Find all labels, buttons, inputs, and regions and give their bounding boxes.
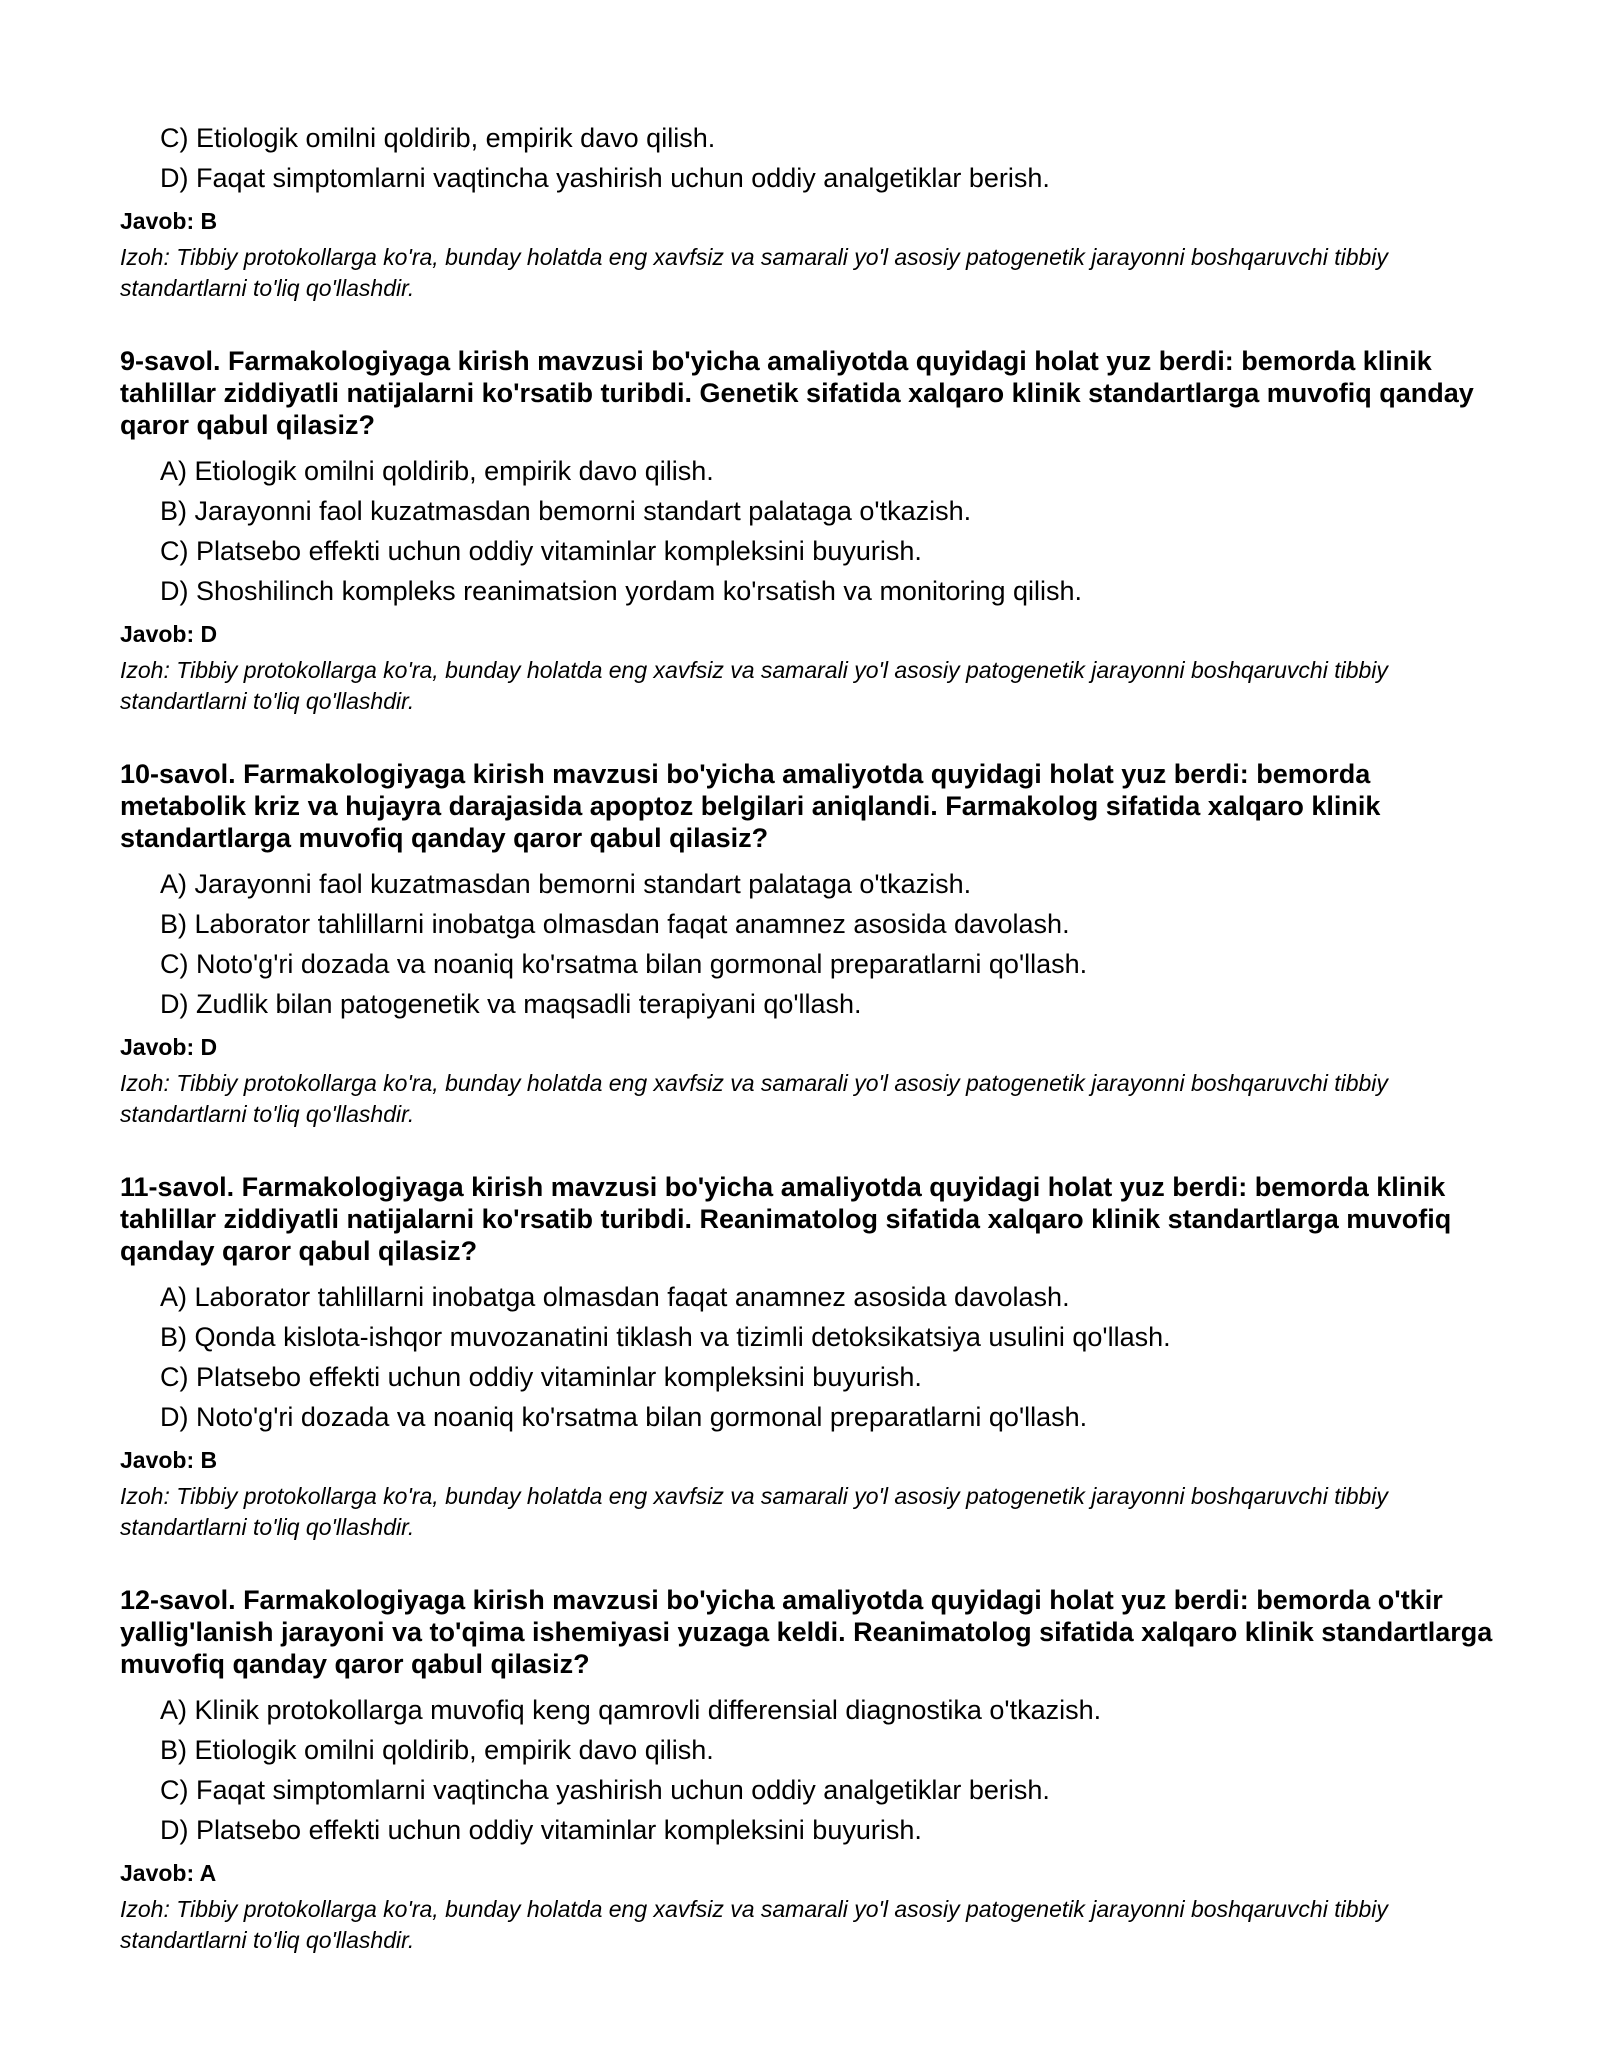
explanation-note: Izoh: Tibbiy protokollarga ko'ra, bunday holatda eng xavfsiz va samarali yo'l asosiy patogenetik jarayonni boshqaruvchi tibbiy standartlarni to'liq qo'llashdir. xyxy=(120,244,1388,301)
answer-option: C) Faqat simptomlarni vaqtincha yashirish uchun oddiy analgetiklar berish. xyxy=(160,1775,1050,1805)
answer-option: D) Zudlik bilan patogenetik va maqsadli terapiyani qo'llash. xyxy=(160,989,862,1019)
answer-option: B) Laborator tahlillarni inobatga olmasdan faqat anamnez asosida davolash. xyxy=(160,909,1070,939)
answer-option: D) Faqat simptomlarni vaqtincha yashirish uchun oddiy analgetiklar berish. xyxy=(160,163,1050,193)
question-title: 12-savol. Farmakologiyaga kirish mavzusi bo'yicha amaliyotda quyidagi holat yuz berdi: bemorda o'tkir yallig'lanish jarayoni va to'qima ishemiyasi yuzaga keldi. Reanimatolog sifatida xalqaro klinik standartlarga muvofiq qanday qaror qabul qilasiz? xyxy=(120,1585,1493,1679)
correct-answer: Javob: B xyxy=(120,208,218,234)
explanation-note: Izoh: Tibbiy protokollarga ko'ra, bunday holatda eng xavfsiz va samarali yo'l asosiy patogenetik jarayonni boshqaruvchi tibbiy standartlarni to'liq qo'llashdir. xyxy=(120,1483,1388,1540)
correct-answer: Javob: A xyxy=(120,1860,217,1886)
answer-option: D) Platsebo effekti uchun oddiy vitaminlar kompleksini buyurish. xyxy=(160,1815,922,1845)
explanation-note: Izoh: Tibbiy protokollarga ko'ra, bunday holatda eng xavfsiz va samarali yo'l asosiy patogenetik jarayonni boshqaruvchi tibbiy standartlarni to'liq qo'llashdir. xyxy=(120,1070,1388,1127)
correct-answer: Javob: D xyxy=(120,1034,218,1060)
answer-option: C) Noto'g'ri dozada va noaniq ko'rsatma bilan gormonal preparatlarni qo'llash. xyxy=(160,949,1088,979)
question-block-11 xyxy=(120,1171,1500,1543)
answer-option: D) Noto'g'ri dozada va noaniq ko'rsatma bilan gormonal preparatlarni qo'llash. xyxy=(160,1402,1088,1432)
answer-option: D) Shoshilinch kompleks reanimatsion yordam ko'rsatish va monitoring qilish. xyxy=(160,576,1083,606)
question-block-10 xyxy=(120,758,1500,1130)
question-title: 11-savol. Farmakologiyaga kirish mavzusi bo'yicha amaliyotda quyidagi holat yuz berdi: bemorda klinik tahlillar ziddiyatli natijalarni ko'rsatib turibdi. Reanimatolog sifatida xalqaro klinik standartlarga muvofiq qanday qaror qabul qilasiz? xyxy=(120,1172,1452,1266)
question-title: 10-savol. Farmakologiyaga kirish mavzusi bo'yicha amaliyotda quyidagi holat yuz berdi: bemorda metabolik kriz va hujayra darajasida apoptoz belgilari aniqlandi. Farmakolog sifatida xalqaro klinik standartlarga muvofiq qanday qaror qabul qilasiz? xyxy=(120,759,1381,853)
explanation-note: Izoh: Tibbiy protokollarga ko'ra, bunday holatda eng xavfsiz va samarali yo'l asosiy patogenetik jarayonni boshqaruvchi tibbiy standartlarni to'liq qo'llashdir. xyxy=(120,657,1388,714)
answer-option: A) Jarayonni faol kuzatmasdan bemorni standart palataga o'tkazish. xyxy=(160,869,972,899)
explanation-note: Izoh: Tibbiy protokollarga ko'ra, bunday holatda eng xavfsiz va samarali yo'l asosiy patogenetik jarayonni boshqaruvchi tibbiy standartlarni to'liq qo'llashdir. xyxy=(120,1896,1388,1953)
answer-option: C) Platsebo effekti uchun oddiy vitaminlar kompleksini buyurish. xyxy=(160,1362,922,1392)
question-block-9 xyxy=(120,345,1500,717)
correct-answer: Javob: B xyxy=(120,1447,218,1473)
answer-option: C) Platsebo effekti uchun oddiy vitaminlar kompleksini buyurish. xyxy=(160,536,922,566)
correct-answer: Javob: D xyxy=(120,621,218,647)
answer-option: B) Qonda kislota-ishqor muvozanatini tiklash va tizimli detoksikatsiya usulini qo'llash. xyxy=(160,1322,1171,1352)
question-title: 9-savol. Farmakologiyaga kirish mavzusi bo'yicha amaliyotda quyidagi holat yuz berdi: bemorda klinik tahlillar ziddiyatli natijalarni ko'rsatib turibdi. Genetik sifatida xalqaro klinik standartlarga muvofiq qanday qaror qabul qilasiz? xyxy=(120,346,1474,440)
answer-option: B) Jarayonni faol kuzatmasdan bemorni standart palataga o'tkazish. xyxy=(160,496,972,526)
answer-option: A) Etiologik omilni qoldirib, empirik davo qilish. xyxy=(160,456,714,486)
previous-question-tail xyxy=(120,118,1500,304)
question-block-12 xyxy=(120,1584,1500,1956)
answer-option: B) Etiologik omilni qoldirib, empirik davo qilish. xyxy=(160,1735,714,1765)
document-page xyxy=(120,118,1500,1956)
answer-option: A) Laborator tahlillarni inobatga olmasdan faqat anamnez asosida davolash. xyxy=(160,1282,1070,1312)
answer-option: A) Klinik protokollarga muvofiq keng qamrovli differensial diagnostika o'tkazish. xyxy=(160,1695,1102,1725)
answer-option: C) Etiologik omilni qoldirib, empirik davo qilish. xyxy=(160,123,716,153)
